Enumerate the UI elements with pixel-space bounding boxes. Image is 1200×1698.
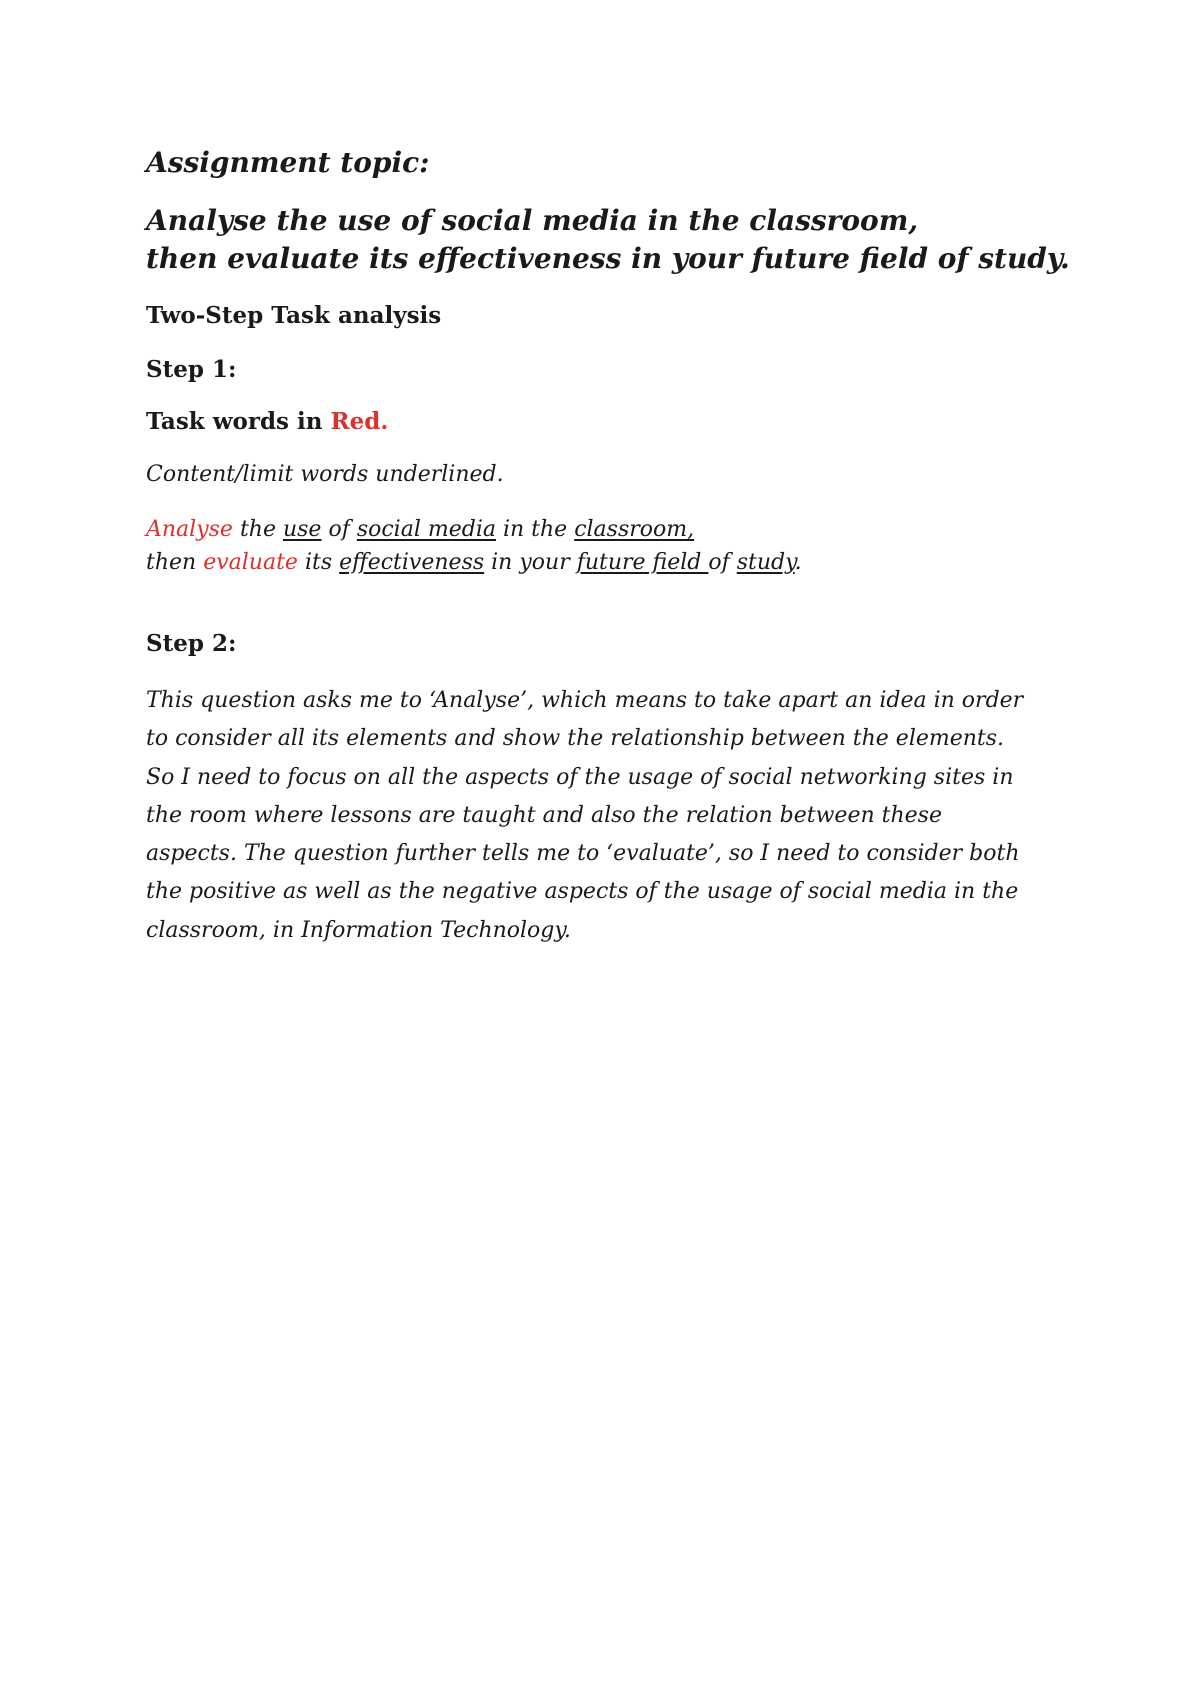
paragraph-line: the room where lessons are taught and also the relation between these: [146, 802, 942, 828]
paragraph-line: This question asks me to ‘Analyse’, which means to take apart an idea in order: [146, 688, 1024, 713]
content-word: social media: [356, 517, 496, 542]
annotated-topic-line-1: [146, 517, 694, 542]
content-words-note: Content/limit words underlined.: [146, 462, 504, 487]
step-2-paragraph: [146, 682, 1023, 950]
content-word: use: [282, 517, 322, 542]
annotated-topic-line-2: [146, 550, 802, 575]
analysis-title: Two-Step Task analysis: [146, 302, 442, 329]
content-word: effectiveness: [339, 550, 485, 575]
paragraph-line: classroom, in Information Technology.: [146, 917, 571, 943]
paragraph-line: So I need to focus on all the aspects of the usage of social networking sites in: [146, 764, 1014, 790]
plain-word: the: [232, 517, 283, 542]
assignment-topic-line-2: then evaluate its effectiveness in your future field of study.: [146, 242, 1070, 275]
plain-word: .: [794, 550, 802, 575]
task-words-red-label: Red.: [330, 408, 389, 435]
step-1-heading: Step 1:: [146, 356, 237, 383]
task-word: evaluate: [203, 550, 298, 575]
plain-word: of: [708, 550, 737, 575]
plain-word: its: [297, 550, 340, 575]
paragraph-line: aspects. The question further tells me to ‘evaluate’, so I need to consider both: [146, 841, 1020, 867]
plain-word: in the: [495, 517, 575, 542]
task-words-prefix: Task words in: [146, 408, 331, 435]
step-2-heading: Step 2:: [146, 630, 237, 657]
task-word: Analyse: [146, 517, 233, 542]
content-word: future field: [576, 550, 709, 575]
paragraph-line: the positive as well as the negative aspects of the usage of social media in the: [146, 879, 1019, 905]
paragraph-line: to consider all its elements and show the relationship between the elements.: [146, 726, 1005, 752]
assignment-topic-label: Assignment topic:: [146, 146, 430, 179]
plain-word: then: [146, 550, 204, 575]
plain-word: of: [321, 517, 357, 542]
content-word: classroom,: [574, 517, 695, 542]
task-words-note: [146, 408, 388, 435]
assignment-topic-line-1: Analyse the use of social media in the classroom,: [146, 204, 919, 237]
plain-word: in your: [484, 550, 577, 575]
content-word: study: [736, 550, 795, 575]
